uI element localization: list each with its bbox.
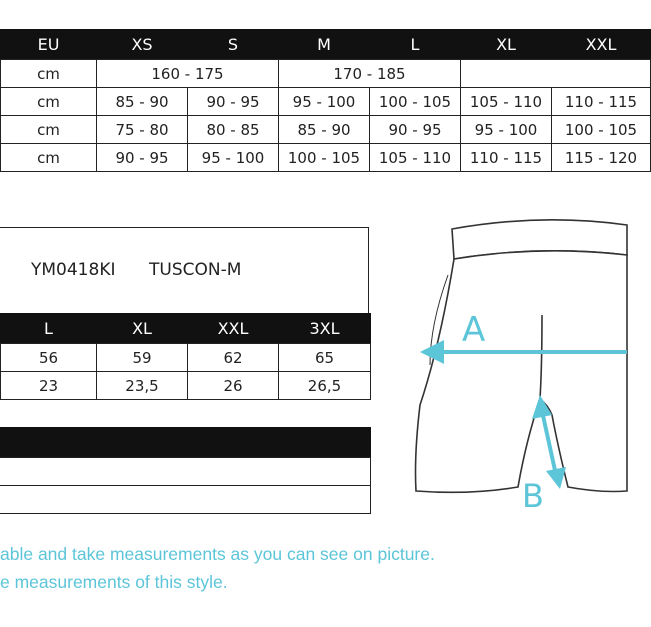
unit-cell: cm (1, 116, 97, 144)
table-cell: 65 (279, 344, 371, 372)
product-code: YM0418KI (31, 260, 116, 280)
measurement-a-label: A (462, 310, 486, 350)
header-xs: XS (97, 29, 188, 60)
shorts-outline (416, 220, 628, 492)
header-xxl: XXL (552, 29, 651, 60)
table-cell: 95 - 100 (279, 88, 370, 116)
header-l: L (1, 313, 97, 344)
table-cell: 23 (1, 372, 97, 400)
measurement-b-label: B (522, 477, 544, 515)
table-cell: 26 (188, 372, 279, 400)
product-title-box (0, 227, 369, 315)
empty-table (0, 427, 371, 514)
table-cell: 80 - 85 (188, 116, 279, 144)
header-xl: XL (461, 29, 552, 60)
table-cell: 115 - 120 (552, 144, 651, 172)
table-cell: 90 - 95 (97, 144, 188, 172)
size-chart-table (0, 29, 651, 172)
table-cell: 56 (1, 344, 97, 372)
product-measurements-table (0, 313, 371, 400)
table-row (0, 344, 371, 372)
empty-row (0, 486, 371, 514)
table-row (0, 144, 651, 172)
header-cell (279, 427, 371, 458)
header-eu: EU (1, 29, 97, 60)
instruction-line-1: able and take measurements as you can see on picture. (0, 544, 435, 564)
header-m: M (279, 29, 370, 60)
header-cell (97, 427, 188, 458)
table-cell: 75 - 80 (97, 116, 188, 144)
size-chart-header-row (0, 29, 651, 60)
table-cell: 90 - 95 (370, 116, 461, 144)
header-s: S (188, 29, 279, 60)
header-3xl: 3XL (279, 313, 371, 344)
height-range-m-l: 170 - 185 (279, 60, 461, 88)
table-cell: 110 - 115 (461, 144, 552, 172)
table-cell: 105 - 110 (461, 88, 552, 116)
header-l: L (370, 29, 461, 60)
unit-cell: cm (1, 60, 97, 88)
table-cell: 59 (97, 344, 188, 372)
table-cell: 100 - 105 (552, 116, 651, 144)
table-cell: 95 - 100 (461, 116, 552, 144)
table-cell: 100 - 105 (370, 88, 461, 116)
measurements-header-row (0, 313, 371, 344)
table-cell: 26,5 (279, 372, 371, 400)
table-cell: 110 - 115 (552, 88, 651, 116)
product-name: TUSCON-M (149, 260, 242, 280)
table-cell: 23,5 (97, 372, 188, 400)
table-cell: 105 - 110 (370, 144, 461, 172)
instruction-line-2: e measurements of this style. (0, 572, 228, 592)
table-row (0, 88, 651, 116)
header-xxl: XXL (188, 313, 279, 344)
empty-table-header-row (0, 427, 371, 458)
table-row (0, 60, 651, 88)
table-cell: 85 - 90 (97, 88, 188, 116)
height-range-xs-s: 160 - 175 (97, 60, 279, 88)
table-cell: 85 - 90 (279, 116, 370, 144)
table-row (0, 486, 371, 514)
table-cell: 90 - 95 (188, 88, 279, 116)
header-xl: XL (97, 313, 188, 344)
header-cell (0, 427, 97, 458)
table-row (0, 458, 371, 486)
empty-row (0, 458, 371, 486)
table-cell: 100 - 105 (279, 144, 370, 172)
table-row (0, 372, 371, 400)
empty-cell (461, 60, 651, 88)
table-cell: 95 - 100 (188, 144, 279, 172)
table-row (0, 116, 651, 144)
shorts-measurement-diagram (400, 215, 627, 515)
table-cell: 62 (188, 344, 279, 372)
header-cell (188, 427, 279, 458)
unit-cell: cm (1, 144, 97, 172)
unit-cell: cm (1, 88, 97, 116)
